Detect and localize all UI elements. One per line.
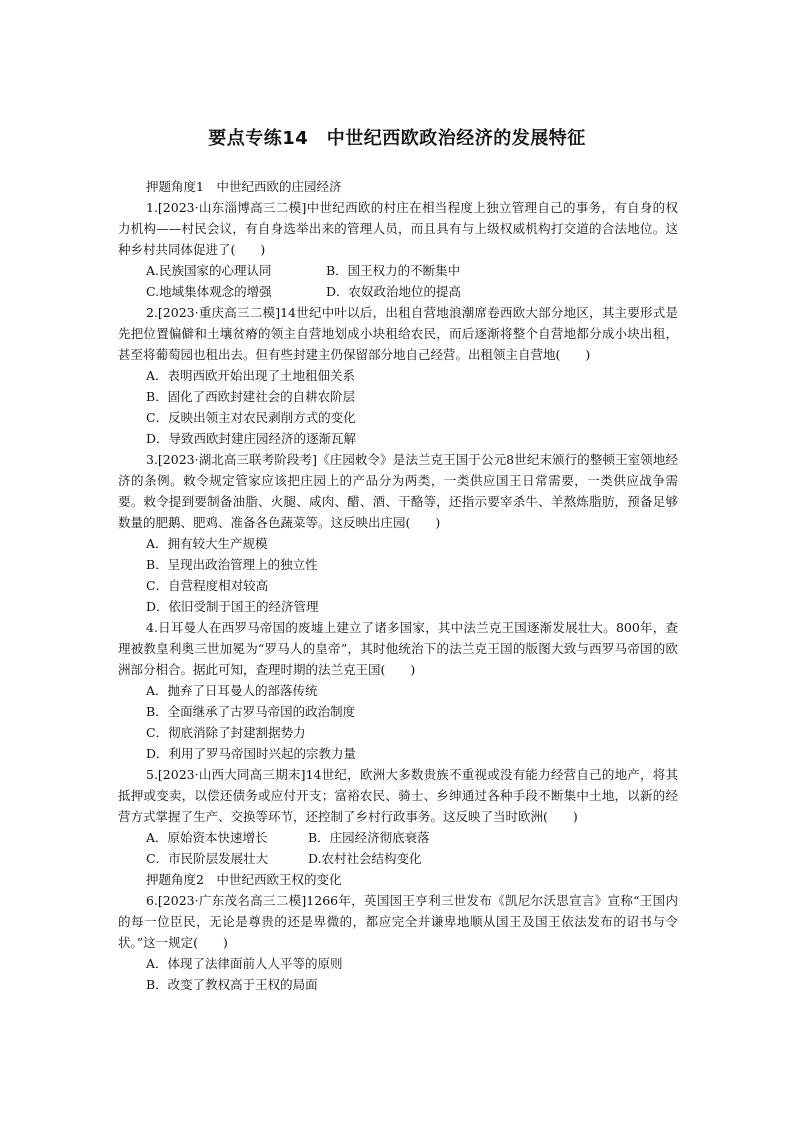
option-c: C．自营程度相对较高 <box>146 578 269 593</box>
question-3 <box>118 449 678 617</box>
question-5 <box>118 764 678 869</box>
question-4 <box>118 617 678 764</box>
question-stem: 3.[2023·湖北高三联考阶段考]《庄园敕令》是法兰克王国于公元8世纪末颁行的整顿王室领地经济的条例。敕令规定管家应该把庄园上的产品分为两类，一类供应国王日常需要，一类供应战争需要。敕令提到要制备油脂、火腿、咸肉、醋、酒、干酪等，还指示要宰杀牛、羊熬炼脂肪，预备足够数量的肥鹅、肥鸡、准备各色蔬菜等。这反映出庄园( ) <box>118 452 678 530</box>
option-a: A．原始资本快速增长 <box>146 830 268 845</box>
section-heading: 押题角度2 中世纪西欧王权的变化 <box>146 872 342 887</box>
page-title: 要点专练14 中世纪西欧政治经济的发展特征 <box>208 128 586 149</box>
option-a: A.民族国家的心理认同 <box>146 263 272 278</box>
option-b: B．庄园经济彻底衰落 <box>308 830 430 845</box>
option-a: A．体现了法律面前人人平等的原则 <box>146 956 343 971</box>
question-stem: 5.[2023·山西大同高三期末]14世纪，欧洲大多数贵族不重视或没有能力经营自己的地产，将其抵押或变卖，以偿还债务或应付开支；富裕农民、骑士、乡绅通过各种手段不断集中土地，以新的经营方式掌握了生产、交换等环节，还控制了乡村行政事务。这反映了当时欧洲( ) <box>118 767 678 824</box>
option-b: B．固化了西欧封建社会的自耕农阶层 <box>146 389 356 404</box>
question-content <box>118 176 678 995</box>
option-d: D．农奴政治地位的提高 <box>326 284 462 299</box>
option-b: B．改变了教权高于王权的局面 <box>146 977 318 992</box>
option-row <box>118 260 678 281</box>
question-stem: 4.日耳曼人在西罗马帝国的废墟上建立了诸多国家，其中法兰克王国逐渐发展壮大。800年，查理被教皇利奥三世加冕为“罗马人的皇帝”，其时他统治下的法兰克王国的版图大致与西罗马帝国的欧洲部分相合。据此可知，查理时期的法兰克王国( ) <box>118 620 678 677</box>
option-b: B．国王权力的不断集中 <box>326 263 461 278</box>
option-d: D．导致西欧封建庄园经济的逐渐瓦解 <box>146 431 357 446</box>
question-1 <box>118 197 678 302</box>
option-a: A．抛弃了日耳曼人的部落传统 <box>146 683 318 698</box>
question-2 <box>118 302 678 449</box>
option-d: D．利用了罗马帝国时兴起的宗教力量 <box>146 746 357 761</box>
option-b: B．全面继承了古罗马帝国的政治制度 <box>146 704 356 719</box>
option-a: A．拥有较大生产规模 <box>146 536 268 551</box>
option-row <box>118 848 678 869</box>
option-c: C．彻底消除了封建割据势力 <box>146 725 306 740</box>
option-c: C．反映出领主对农民剥削方式的变化 <box>146 410 356 425</box>
option-c: C．市民阶层发展壮大 <box>146 851 269 866</box>
section-heading: 押题角度1 中世纪西欧的庄园经济 <box>146 179 342 194</box>
option-row <box>118 281 678 302</box>
option-a: A．表明西欧开始出现了土地租佃关系 <box>146 368 356 383</box>
option-c: C.地域集体观念的增强 <box>146 284 272 299</box>
option-d: D．依旧受制于国王的经济管理 <box>146 599 319 614</box>
question-stem: 2.[2023·重庆高三二模]14世纪中叶以后，出租自营地浪潮席卷西欧大部分地区，其主要形式是先把位置偏僻和土壤贫瘠的领主自营地划成小块租给农民，而后逐渐将整个自营地都分成小块出租，甚至将葡萄园也租出去。但有些封建主仍保留部分地自己经营。出租领主自营地( ) <box>118 305 678 362</box>
question-6 <box>118 890 678 995</box>
option-row <box>118 827 678 848</box>
option-b: B．呈现出政治管理上的独立性 <box>146 557 318 572</box>
question-stem: 6.[2023·广东茂名高三二模]1266年，英国国王亨利三世发布《凯尼尔沃思宣言》宣称“王国内的每一位臣民，无论是尊贵的还是卑微的，都应完全并谦卑地顺从国王及国王依法发布的诏书与令状。”这一规定( ) <box>118 893 678 950</box>
question-stem: 1.[2023·山东淄博高三二模]中世纪西欧的村庄在相当程度上独立管理自己的事务，有自身的权力机构——村民会议，有自身选举出来的管理人员，而且具有与上级权威机构打交道的合法地位。这种乡村共同体促进了( ) <box>118 200 678 257</box>
option-d: D.农村社会结构变化 <box>308 851 422 866</box>
